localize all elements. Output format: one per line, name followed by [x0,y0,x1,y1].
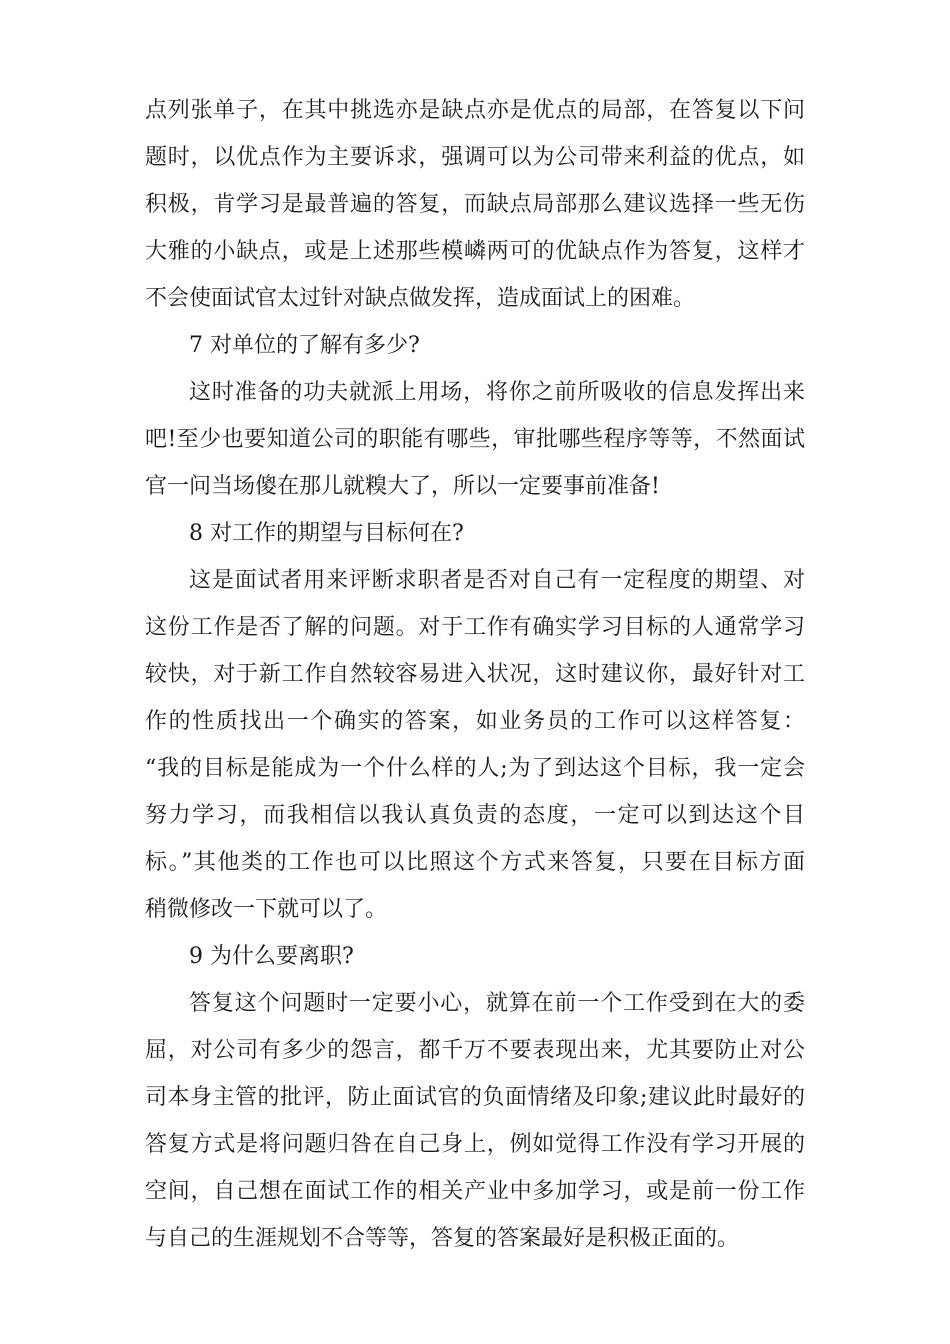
paragraph-line: 较快，对于新工作自然较容易进入状况，这时建议你，最好针对工 [145,662,805,687]
paragraph-line: 答复方式是将问题归咎在自己身上，例如觉得工作没有学习开展的 [145,1132,805,1157]
paragraph-line: 点列张单子，在其中挑选亦是缺点亦是优点的局部，在答复以下问 [145,98,805,123]
paragraph-line: 空间，自己想在面试工作的相关产业中多加学习，或是前一份工作 [145,1179,805,1204]
paragraph-line: 不会使面试官太过针对缺点做发挥，造成面试上的困难。 [145,286,696,311]
section-heading: 9 为什么要离职? [189,944,354,969]
paragraph-line: 标。”其他类的工作也可以比照这个方式来答复，只要在目标方面 [145,850,805,875]
paragraph-line: 这时准备的功夫就派上用场，将你之前所吸收的信息发挥出来 [189,380,805,405]
paragraph-line: 答复这个问题时一定要小心，就算在前一个工作受到在大的委 [189,991,805,1016]
paragraph-line: 稍微修改一下就可以了。 [145,897,388,922]
paragraph-line: 吧!至少也要知道公司的职能有哪些，审批哪些程序等等，不然面试 [145,427,805,452]
paragraph-line: 努力学习，而我相信以我认真负责的态度，一定可以到达这个目 [145,803,805,828]
paragraph-line: 司本身主管的批评，防止面试官的负面情绪及印象;建议此时最好的 [145,1085,805,1110]
paragraph-line: 屈，对公司有多少的怨言，都千万不要表现出来，尤其要防止对公 [145,1038,805,1063]
section-heading: 8 对工作的期望与目标何在? [189,521,464,546]
paragraph-line: 大雅的小缺点，或是上述那些模嶙两可的优缺点作为答复，这样才 [145,239,805,264]
paragraph-line: 积极，肯学习是最普遍的答复，而缺点局部那么建议选择一些无伤 [145,192,805,217]
paragraph-line: 题时，以优点作为主要诉求，强调可以为公司带来利益的优点，如 [145,145,805,170]
paragraph-line: 作的性质找出一个确实的答案，如业务员的工作可以这样答复： [145,709,805,734]
paragraph-line: 官一问当场傻在那儿就糗大了，所以一定要事前准备! [145,474,660,499]
paragraph-line: “我的目标是能成为一个什么样的人;为了到达这个目标，我一定会 [145,756,805,781]
paragraph-line: 与自己的生涯规划不合等等，答复的答案最好是积极正面的。 [145,1226,740,1251]
document-body [145,87,805,1262]
paragraph-line: 这是面试者用来评断求职者是否对自己有一定程度的期望、对 [189,568,805,593]
section-heading: 7 对单位的了解有多少? [189,333,420,358]
paragraph-line: 这份工作是否了解的问题。对于工作有确实学习目标的人通常学习 [145,615,805,640]
